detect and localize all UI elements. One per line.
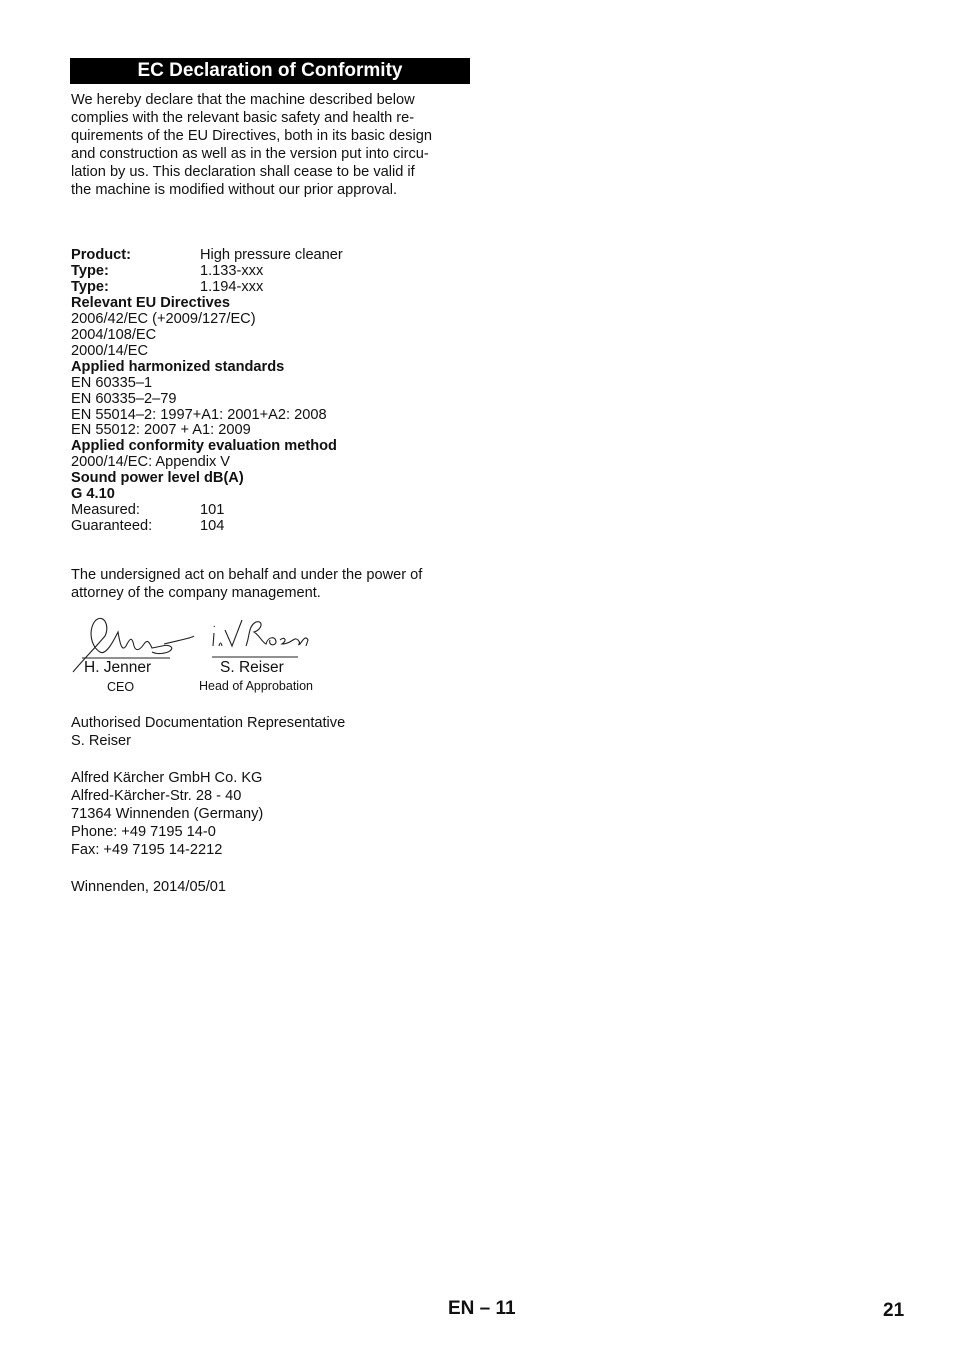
undersigned-line: The undersigned act on behalf and under the power of [71,567,423,583]
standards-heading: Applied harmonized standards [71,358,285,375]
type-label: Type: [71,278,109,295]
intro-line: quirements of the EU Directives, both in its basic design [71,128,432,144]
measured-value: 101 [200,502,225,519]
intro-line: We hereby declare that the machine described below [71,92,415,108]
directive-item: 2000/14/EC [71,342,149,359]
type-label: Type: [71,262,109,279]
signature-block [70,606,370,701]
intro-line: lation by us. This declaration shall cease to be valid if [71,164,415,180]
address-line: 71364 Winnenden (Germany) [71,806,264,822]
representative-label: Authorised Documentation Representative [71,715,346,731]
product-specs [71,248,471,535]
method-value: 2000/14/EC: Appendix V [71,454,231,471]
type-value: 1.194-xxx [200,278,264,295]
place-date-text: Winnenden, 2014/05/01 [71,879,226,895]
signatory-name: S. Reiser [220,659,284,676]
sound-model: G 4.10 [71,486,115,503]
product-value: High pressure cleaner [200,247,343,263]
sound-heading: Sound power level dB(A) [71,470,244,487]
measured-row [71,503,471,519]
standard-item: EN 60335–2–79 [71,390,177,407]
product-label: Product: [71,247,131,263]
address-line: Fax: +49 7195 14-2212 [71,842,223,858]
guaranteed-row [71,519,471,535]
undersigned-line: attorney of the company management. [71,585,321,601]
method-heading: Applied conformity evaluation method [71,438,337,455]
type-row [71,280,471,296]
address-line: Alfred Kärcher GmbH Co. KG [71,770,263,786]
type-value: 1.133-xxx [200,262,264,279]
standard-item: EN 55012: 2007 + A1: 2009 [71,422,251,439]
address-line: Phone: +49 7195 14-0 [71,824,216,840]
footer-page-number: 21 [883,1300,905,1321]
directive-item: 2004/108/EC [71,326,157,343]
intro-line: complies with the relevant basic safety and health re- [71,110,415,126]
directives-heading: Relevant EU Directives [71,294,230,311]
standard-item: EN 55014–2: 1997+A1: 2001+A2: 2008 [71,406,327,423]
representative-name: S. Reiser [71,733,132,749]
intro-paragraph [71,91,471,199]
product-row [71,248,471,264]
representative-block [71,714,471,750]
measured-label: Measured: [71,502,140,519]
guaranteed-value: 104 [200,518,225,535]
page-title: EC Declaration of Conformity [70,58,470,84]
intro-line: the machine is modified without our prior approval. [71,182,398,198]
company-address [71,769,471,859]
signatory-role: Head of Approbation [199,679,313,693]
directive-item: 2006/42/EC (+2009/127/EC) [71,310,256,327]
place-date [71,878,471,896]
footer-language-page: EN – 11 [448,1298,516,1319]
address-line: Alfred-Kärcher-Str. 28 - 40 [71,788,242,804]
type-row [71,264,471,280]
guaranteed-label: Guaranteed: [71,518,153,535]
signatory-name: H. Jenner [84,659,152,676]
standard-item: EN 60335–1 [71,374,153,391]
signatory-role: CEO [107,680,135,694]
intro-line: and construction as well as in the version put into circu- [71,146,429,162]
undersigned-paragraph [71,566,471,602]
